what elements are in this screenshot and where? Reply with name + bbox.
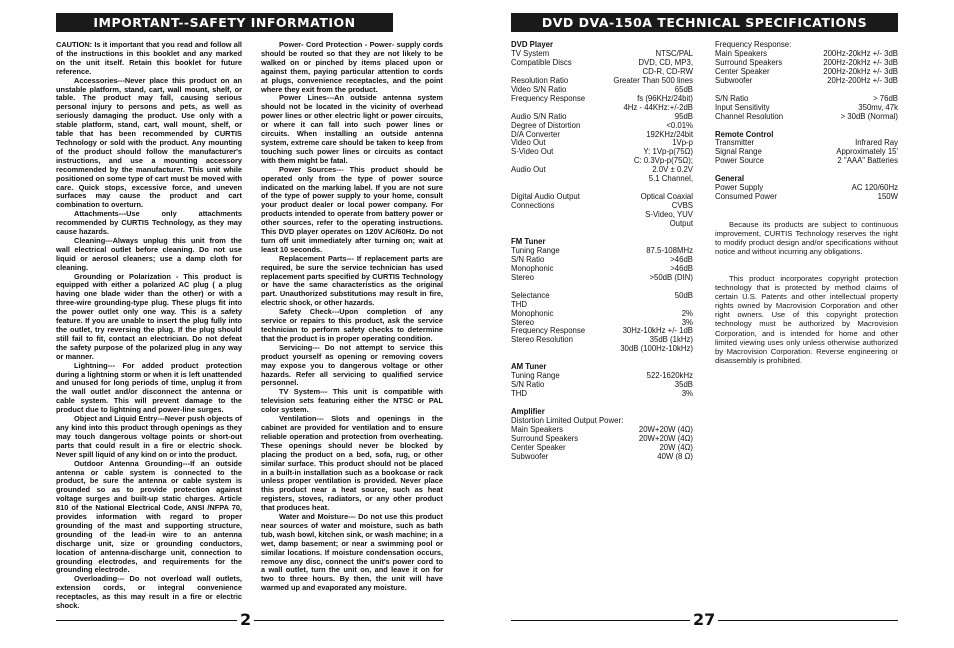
- spec-label: Selectance: [511, 290, 550, 300]
- amplifier-spec-list: [511, 426, 693, 462]
- spec-label: S-Video Out: [511, 147, 554, 157]
- spec-row: [511, 220, 693, 229]
- spec-label: S/N Ratio: [511, 254, 545, 264]
- spec-value: 200Hz-20kHz +/- 3dB: [823, 57, 898, 67]
- spec-value: Approximately 15': [836, 147, 898, 157]
- general-spec-list: [715, 184, 898, 202]
- safety-paragraph: Water and Moisture--- Do not use this product near sources of water and moisture, such as bath tub, wash bowl, kitchen sink, or wash machine; in a wet, damp basement; or near a swimming pool or similar locations. If moisture condensation occurs, remove any disc, connect the unit's power cord to a wall outlet, turn the unit on, and leave it on for two to three hours. By then, the unit will have warmed up and evaporated any moisture.: [261, 512, 443, 593]
- spec-value: 20W+20W (4Ω): [638, 424, 693, 434]
- spec-value: Infrared Ray: [855, 138, 898, 148]
- spec-label: Signal Range: [715, 147, 762, 157]
- spec-value: 50dB: [674, 290, 693, 300]
- spec-row: [511, 274, 693, 283]
- spec-value: 5.1 Channel,: [648, 174, 693, 184]
- spec-label: THD: [511, 299, 528, 309]
- spec-label: Main Speakers: [715, 48, 768, 58]
- spec-row: [715, 157, 898, 166]
- spec-label: Audio Out: [511, 165, 546, 175]
- spec-label: Digital Audio Output: [511, 192, 580, 202]
- fm-spec-list: [511, 247, 693, 354]
- safety-paragraph: Power Sources--- This product should be operated only from the type of power source indicated on the marking label. If you are not sure of the type of power supply to your home, consult your product dealer or local power company. For products intended to operate from battery power or other sources, refer to the operating instructions. This DVD player operates on 120V AC/60Hz. Do not turn off unit immediately after turning on; wait at least 10 seconds.: [261, 164, 443, 254]
- am-spec-list: [511, 372, 693, 399]
- spec-label: Subwoofer: [511, 451, 549, 461]
- spec-value: 30Hz-10kHz +/- 1dB: [622, 326, 693, 336]
- frequency-response-heading: Frequency Response:: [715, 40, 792, 49]
- copyright-notice: [715, 274, 898, 365]
- spec-label: Center Speaker: [511, 442, 566, 452]
- spec-value: fs (96KHz/24bit): [637, 93, 693, 103]
- safety-paragraph: Object and Liquid Entry---Never push objects of any kind into this product through openings as they may touch dangerous voltage points or short-out parts that could result in a fire or electric shock. Never spill liquid of any kind on or into the product.: [56, 414, 242, 459]
- spec-label: Tuning Range: [511, 245, 560, 255]
- safety-paragraph: Replacement Parts--- If replacement parts are required, be sure the service technician has used replacement parts specified by CURTIS Technology or have the same characteristics as the original part. Unauthorized substitutions may result in fire, electric shock, or other hazards.: [261, 253, 443, 308]
- spec-row: [511, 292, 693, 301]
- safety-paragraph: Power Lines---An outside antenna system should not be located in the vicinity of overhead power lines or other electric light or power circuits, or where it can fall into such power lines or circuits. When installing an outside antenna system, extreme care should be taken to keep from touching such power lines or circuits as contact with them might be fatal.: [261, 93, 443, 165]
- spec-label: Surround Speakers: [715, 57, 783, 67]
- spec-value: > 76dB: [873, 93, 898, 103]
- safety-paragraph: Servicing--- Do not attempt to service this product yourself as opening or removing covers may expose you to dangerous voltage or other hazards. Refer all servicing to qualified service personnel.: [261, 342, 443, 388]
- safety-paragraph: Ventilation--- Slots and openings in the cabinet are provided for ventilation and to ensure reliable operation and protection from overheating. These openings should never be blocked by placing the product on a bed, sofa, rug, or other similar surface. This product should not be placed in a built-in installation such as a bookcase or rack unless proper ventilation is provided. Never place this product near a heat source, such as heat registers, stoves, radiators, or any other product that produces heat.: [261, 414, 443, 513]
- safety-paragraph: TV System--- This unit is compatible with television sets featuring either the NTSC or PAL color system.: [261, 387, 443, 415]
- spec-value: >50dB (DIN): [649, 272, 693, 282]
- spec-value: 95dB: [674, 111, 693, 121]
- spec-label: S/N Ratio: [511, 380, 545, 390]
- spec-value: 150W: [877, 192, 898, 202]
- spec-value: 2%: [681, 308, 693, 318]
- spec-value: S-Video, YUV: [645, 210, 693, 220]
- spec-label: Tuning Range: [511, 371, 560, 381]
- spec-row: [511, 453, 693, 462]
- safety-paragraph: Safety Check---Upon completion of any service or repairs to this product, ask the service technician to perform safety checks to determine that the product is in proper operating condition.: [261, 307, 443, 343]
- spec-label: Frequency Response: [511, 93, 586, 103]
- spec-value: CVBS: [671, 201, 693, 211]
- spec-value: 35dB: [674, 380, 693, 390]
- right-page-number: 27: [690, 611, 718, 629]
- spec-value: C: 0.3Vp-p(75Ω);: [633, 156, 693, 166]
- spec-row: [511, 310, 693, 319]
- safety-paragraph: Grounding or Polarization - This product is equipped with either a polarized AC plug ( a plug having one blade wider than the other) or with a three-wire grounding-type plug. These plugs fit into the power outlet only one way. This is a safety feature. If you are unable to insert the plug fully into the outlet, try reversing the plug. If the plug should still fail to fit, contact an electrician. Do not defeat the safety purpose of the polarized plug in any way or manner.: [56, 271, 242, 361]
- spec-value: 522-1620kHz: [646, 371, 693, 381]
- safety-paragraph: Attachments---Use only attachments recommended by CURTIS Technology, as they may cause hazards.: [56, 209, 242, 237]
- safety-paragraph: Lightning--- For added product protection during a lightning storm or when it is left unattended and unused for long periods of time, unplug it from the wall outlet and/or disconnect the antenna or cable system. This will prevent damage to the product due to lightning and power-line surges.: [56, 360, 242, 415]
- safety-paragraph: Outdoor Antenna Grounding---If an outside antenna or cable system is connected to the product, be sure the antenna or cable system is grounded so as to provide protection against voltage surges and built-up static charges. Article 810 of the National Electrical Code, ANSI /NFPA 70, provides information with regard to proper grounding of the mast and supporting structure, grounding of the lead-in wire to an antenna discharge unit, size or grounding conductors, location of antenna-discharge unit, connection to grounding electrodes, and requirements for the grounding electrode.: [56, 458, 242, 575]
- spec-label: D/A Converter: [511, 129, 560, 139]
- safety-paragraph: Power- Cord Protection - Power- supply cords should be routed so that they are not likely to be walked on or pinched by items placed upon or against them, paying particular attention to cords at plugs, convenience receptacles, and the point where they exit from the product.: [261, 40, 443, 94]
- general-heading: General: [715, 174, 745, 184]
- spec-value: Greater Than 500 lines: [613, 75, 693, 85]
- spec-value: 40W (8 Ω): [657, 451, 693, 461]
- spec-row: [715, 193, 898, 202]
- left-page-number: 2: [237, 611, 254, 629]
- spec-value: 1Vp-p: [672, 138, 693, 148]
- spec-label: Audio S/N Ratio: [511, 111, 567, 121]
- remote-spec-list: [715, 139, 898, 166]
- spec-label: Input Sensitivity: [715, 102, 770, 112]
- spec-value: 65dB: [674, 84, 693, 94]
- spec-row: [511, 175, 693, 184]
- spec-row: [511, 390, 693, 399]
- amplifier-subheading: Distortion Limited Output Power:: [511, 415, 624, 425]
- copyright-paragraph: This product incorporates copyright protection technology that is protected by method claims of certain U.S. Patents and other intellectual property rights owned by Macrovision Corporation and other right owners. Use of this copyright protection technology must be authorized by Macrovision Corporation, and is intended for home and other limited viewing uses only unless otherwise authorized by Macrovision Corporation. Reverse engineering or disassembly is prohibited.: [715, 274, 898, 365]
- spec-value: 200Hz-20kHz +/- 3dB: [823, 48, 898, 58]
- safety-paragraph: Overloading--- Do not overload wall outlets, extension cords, or integral convenience receptacles, as this may result in a fire or electric shock.: [56, 574, 242, 611]
- spec-value: 35dB (1kHz): [649, 335, 693, 345]
- spec-value: Y: 1Vp-p(75Ω): [643, 147, 693, 157]
- spec-value: >46dB: [670, 254, 693, 264]
- spec-label: Channel Resolution: [715, 111, 784, 121]
- dvd-player-heading: DVD Player: [511, 40, 554, 49]
- snr-spec-list: [715, 95, 898, 122]
- remote-control-heading: Remote Control: [715, 129, 774, 139]
- spec-label: Video Out: [511, 138, 546, 148]
- spec-label: THD: [511, 389, 528, 399]
- spec-row: [511, 211, 693, 220]
- specs-header: DVD DVA-150A TECHNICAL SPECIFICATIONS: [511, 13, 898, 32]
- spec-value: 20W+20W (4Ω): [638, 433, 693, 443]
- spec-label: Connections: [511, 201, 555, 211]
- spec-value: 192KHz/24bit: [646, 129, 693, 139]
- spec-label: Compatible Discs: [511, 57, 572, 67]
- improvement-notice: [715, 220, 898, 256]
- spec-value: >46dB: [670, 263, 693, 273]
- spec-value: 20Hz-200Hz +/- 3dB: [827, 75, 898, 85]
- spec-row: [715, 77, 898, 86]
- spec-value: 2.0V ± 0.2V: [652, 165, 693, 175]
- spec-label: TV System: [511, 48, 550, 58]
- spec-label: Center Speaker: [715, 66, 770, 76]
- spec-value: 3%: [681, 317, 693, 327]
- spec-row: [511, 345, 693, 354]
- safety-paragraph: Cleaning---Always unplug this unit from the wall electrical outlet before cleaning. Do not use liquid or aerosol cleaners; use a damp cloth for cleaning.: [56, 235, 242, 272]
- spec-value: Output: [669, 219, 693, 229]
- safety-header: IMPORTANT--SAFETY INFORMATION: [56, 13, 393, 32]
- spec-value: 87.5-108MHz: [646, 245, 693, 255]
- spec-value: 20W (4Ω): [659, 442, 693, 452]
- spec-label: Monophonic: [511, 308, 554, 318]
- safety-paragraph: Accessories---Never place this product on an unstable platform, stand, cart, wall mount, shelf, or table. The product may fall, causing serious personal injury to persons and pets, as well as seriously damaging the product. Use only with a stable platform, stand, cart, wall mount, shelf, or table that has been recommended by CURTIS Technology or sold with the product. Any mounting of the product should follow the manufacturer's instructions, and use a mounting accessory recommended by the manufacturer. This unit while positioned on some type of cart must be moved with care. Quick stops, excessive force, and uneven surfaces may cause the product and cart combination to overturn.: [56, 75, 242, 210]
- spec-row: [715, 113, 898, 122]
- spec-label: Power Supply: [715, 183, 764, 193]
- frequency-spec-list: [715, 50, 898, 86]
- fm-tuner-heading: FM Tuner: [511, 236, 546, 246]
- spec-value: Optical Coaxial: [640, 192, 693, 202]
- spec-label: Resolution Ratio: [511, 75, 569, 85]
- safety-column-2: [261, 41, 443, 593]
- spec-value: NTSC/PAL: [655, 48, 693, 58]
- spec-label: Stereo: [511, 317, 534, 327]
- spec-value: CD-R, CD-RW: [642, 66, 693, 76]
- spec-label: Stereo: [511, 272, 534, 282]
- spec-value: DVD, CD, MP3,: [638, 57, 693, 67]
- spec-label: Consumed Power: [715, 192, 777, 202]
- spec-value: 350mv, 47k: [858, 102, 898, 112]
- specs-column-right: [715, 41, 898, 202]
- spec-label: Video S/N Ratio: [511, 84, 567, 94]
- spec-value: 3%: [681, 389, 693, 399]
- amplifier-heading: Amplifier: [511, 407, 545, 416]
- spec-label: Subwoofer: [715, 75, 753, 85]
- dvd-spec-list: [511, 50, 693, 229]
- spec-value: 30dB (100Hz-10kHz): [620, 344, 693, 354]
- improvement-paragraph: Because its products are subject to continuous improvement, CURTIS Technology reserves the right to modify product design and/or specifications without notice and without incurring any obligations.: [715, 220, 898, 257]
- spec-label: S/N Ratio: [715, 93, 749, 103]
- spec-value: 200Hz-20kHz +/- 3dB: [823, 66, 898, 76]
- spec-label: Monophonic: [511, 263, 554, 273]
- spec-row: [511, 381, 693, 390]
- spec-label: Power Source: [715, 156, 764, 166]
- safety-paragraph: CAUTION: Is it important that you read and follow all of the instructions in this booklet and any marked on the unit itself. Retain this booklet for future reference.: [56, 40, 242, 76]
- am-tuner-heading: AM Tuner: [511, 362, 547, 372]
- spec-value: > 30dB (Normal): [840, 111, 898, 121]
- spec-value: 2 "AAA" Batteries: [837, 156, 898, 166]
- safety-column-1: [56, 41, 242, 611]
- specs-column-left: [511, 41, 693, 462]
- spec-value: <0.01%: [666, 120, 693, 130]
- spec-label: Main Speakers: [511, 424, 564, 434]
- spec-label: Frequency Response: [511, 326, 586, 336]
- spec-label: Transmitter: [715, 138, 755, 148]
- spec-value: AC 120/60Hz: [851, 183, 898, 193]
- spec-value: 4Hz - 44KHz:+/-2dB: [623, 102, 693, 112]
- spec-label: Surround Speakers: [511, 433, 579, 443]
- spec-label: Stereo Resolution: [511, 335, 573, 345]
- spec-label: Degree of Distortion: [511, 120, 581, 130]
